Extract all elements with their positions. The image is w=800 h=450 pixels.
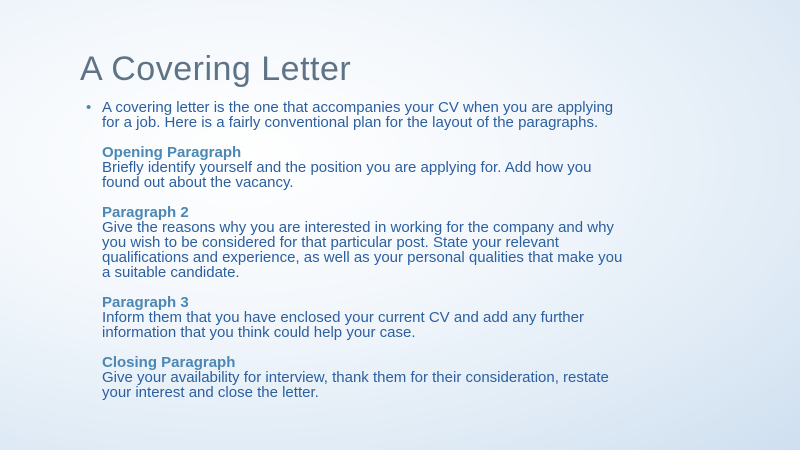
section-heading: Closing Paragraph xyxy=(102,354,236,371)
section-heading: Paragraph 3 xyxy=(102,294,189,311)
section-line: a suitable candidate. xyxy=(102,264,240,281)
slide-content xyxy=(80,100,720,400)
section-line: found out about the vacancy. xyxy=(102,174,294,191)
section-opening-paragraph xyxy=(80,145,720,190)
section-line: your interest and close the letter. xyxy=(102,384,319,401)
section-line: Inform them that you have enclosed your current CV and add any further xyxy=(102,309,584,326)
section-heading: Opening Paragraph xyxy=(102,144,242,161)
section-line: Give your availability for interview, thank them for their consideration, restate xyxy=(102,369,609,386)
section-closing-paragraph xyxy=(80,355,720,400)
intro-bullet-item xyxy=(80,100,720,130)
slide-title: A Covering Letter xyxy=(80,50,352,88)
section-paragraph-2 xyxy=(80,205,720,280)
section-line: information that you think could help your case. xyxy=(102,324,416,341)
section-heading: Paragraph 2 xyxy=(102,204,189,221)
section-line: Give the reasons why you are interested in working for the company and why xyxy=(102,219,614,236)
section-line: you wish to be considered for that particular post. State your relevant xyxy=(102,234,559,251)
section-line: Briefly identify yourself and the position you are applying for. Add how you xyxy=(102,159,592,176)
bullet-icon: • xyxy=(86,99,92,116)
section-paragraph-3 xyxy=(80,295,720,340)
section-line: qualifications and experience, as well as your personal qualities that make you xyxy=(102,249,623,266)
intro-line: for a job. Here is a fairly conventional plan for the layout of the paragraphs. xyxy=(102,114,599,131)
intro-line: A covering letter is the one that accompanies your CV when you are applying xyxy=(102,99,614,116)
